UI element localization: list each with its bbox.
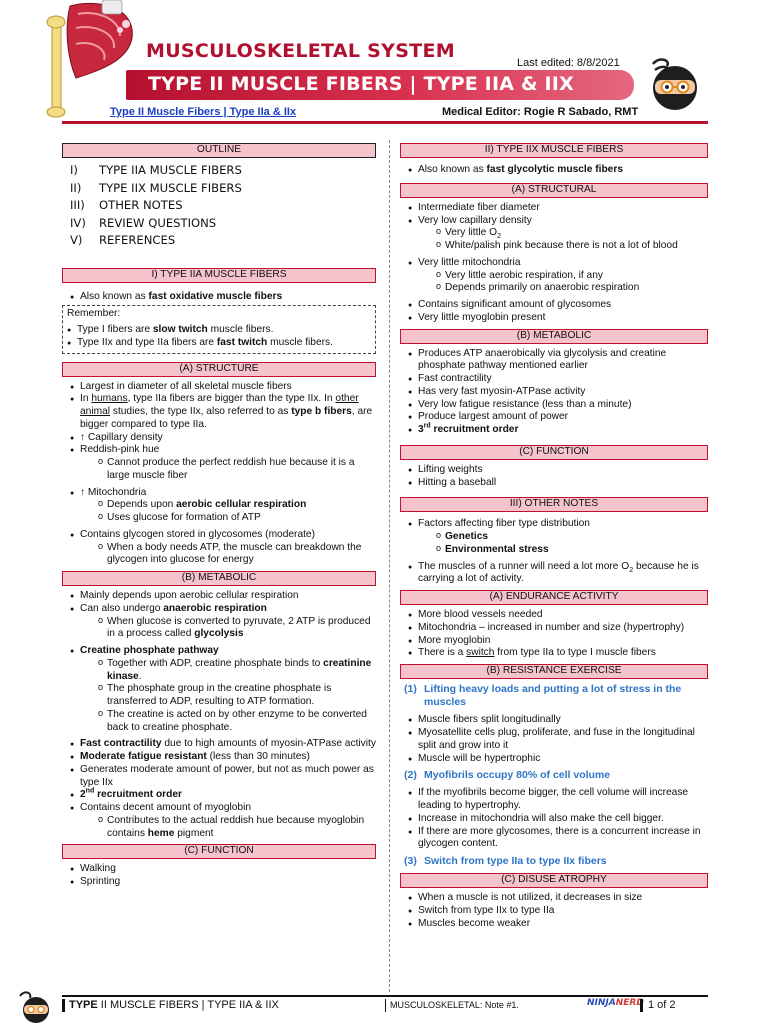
header-divider [62, 121, 708, 124]
outline-item[interactable]: IV) REVIEW QUESTIONS [70, 215, 217, 230]
section-heading-type-iia: I) TYPE IIA MUSCLE FIBERS [62, 268, 376, 283]
resistance-list-1 [400, 714, 708, 765]
subheading-heavy-loads: (1) Lifting heavy loads and putting a lot of stress in the muscles [404, 683, 682, 709]
list-item: ● More myoglobin [408, 635, 708, 648]
page-number: 1 of 2 [640, 999, 676, 1012]
list-item: ● 3rd recruitment order [408, 424, 708, 437]
section-heading-metabolic-iix: (B) METABOLIC [400, 329, 708, 344]
list-item: ● There is a switch from type IIa to type I muscle fibers [408, 647, 708, 660]
sub-list-item: o Cannot produce the perfect reddish hue because it is a large muscle fiber [98, 457, 376, 483]
structure-list [62, 381, 376, 568]
structural-list [400, 202, 708, 325]
sub-list-item: o Depends primarily on anaerobic respiration [436, 282, 708, 295]
sub-list-item: o When a body needs ATP, the muscle can breakdown the glycogen into glucose for energy [98, 542, 376, 568]
list-item: ● 2nd recruitment order [70, 789, 376, 802]
list-item: ● Lifting weights [408, 464, 708, 477]
page-header [0, 0, 768, 130]
list-item: ● If there are more glycosomes, there is a concurrent increase in glycogen content. [408, 826, 708, 852]
outline-item[interactable]: II) TYPE IIX MUSCLE FIBERS [70, 180, 242, 195]
ninja-mascot-icon [14, 990, 54, 1024]
sub-list-item: o Environmental stress [436, 544, 708, 557]
list-item: ● Contains decent amount of myoglobin o Contributes to the actual reddish hue because myoglobin contains heme pigment [70, 802, 376, 840]
outline-item[interactable]: V) REFERENCES [70, 233, 176, 247]
sub-list-item: o Together with ADP, creatine phosphate binds to creatinine kinase. [98, 658, 376, 684]
outline-heading: OUTLINE [62, 143, 376, 158]
right-column [400, 143, 708, 935]
section-heading-structure: (A) STRUCTURE [62, 362, 376, 377]
list-item: ● The muscles of a runner will need a lot more $O_2$ because he is carrying a lot of activity. [408, 561, 708, 587]
section-heading-type-iix: II) TYPE IIX MUSCLE FIBERS [400, 143, 708, 158]
list-item: ● In humans, type IIa fibers are bigger than the type IIx. In other animal studies, the type IIx, also referred to as type b fibers, are bigger compared to type IIa. [70, 393, 376, 431]
section-heading-function: (C) FUNCTION [62, 844, 376, 859]
outline-item[interactable]: III) OTHER NOTES [70, 198, 183, 212]
list-item: ● Creatine phosphate pathway o Together with ADP, creatine phosphate binds to creatinine kinase. o The phosphate group in the creatine phosphate is transferred to ADP, resulting to ATP formation. o The creatine is acted on by other enzyme to be converted back to creatine phosphate. [70, 645, 376, 738]
list-item: ● Muscle fibers split longitudinally [408, 714, 708, 727]
sub-list-item: o White/palish pink because there is not a lot of blood [436, 240, 708, 253]
sub-list-item: o When glucose is converted to pyruvate, 2 ATP is produced in a process called glycolysis [98, 616, 376, 642]
list-item: ● ↑ Capillary density [70, 432, 376, 445]
list-item: ● Produces ATP anaerobically via glycolysis and creatine phosphate pathway mentioned earlier [408, 348, 708, 374]
resistance-list-2 [400, 787, 708, 851]
list-item: ● Very low capillary density o Very little $O_2$ o White/palish pink because there is not a lot of blood [408, 215, 708, 257]
sub-list-item: o Depends upon aerobic cellular respiration [98, 499, 376, 512]
list-item: ● Has very fast myosin-ATPase activity [408, 386, 708, 399]
list-item: ● Fast contractility due to high amounts of myosin-ATPase activity [70, 738, 376, 751]
section-heading-metabolic: (B) METABOLIC [62, 571, 376, 586]
list-item: ● Type I fibers are slow twitch muscle fibers. [67, 324, 371, 337]
endurance-list [400, 609, 708, 660]
section-heading-resistance: (B) RESISTANCE EXERCISE [400, 664, 708, 679]
list-item: ● When a muscle is not utilized, it decreases in size [408, 892, 708, 905]
title-banner [126, 70, 634, 100]
disuse-list [400, 892, 708, 930]
list-item: ● Intermediate fiber diameter [408, 202, 708, 215]
section-heading-other-notes: III) OTHER NOTES [400, 497, 708, 512]
list-item: ● Mainly depends upon aerobic cellular respiration [70, 590, 376, 603]
other-notes-list [400, 518, 708, 586]
list-item: ● Muscle will be hypertrophic [408, 753, 708, 766]
list-item: ● Factors affecting fiber type distribution o Genetics o Environmental stress [408, 518, 708, 560]
sub-list-item: o Contributes to the actual reddish hue because myoglobin contains heme pigment [98, 815, 376, 841]
list-item: ● Very little mitochondria o Very little aerobic respiration, if any o Depends primarily on anaerobic respiration [408, 257, 708, 299]
medical-editor: Medical Editor: Rogie R Sabado, RMT [442, 106, 639, 118]
footer-note: MUSCULOSKELETAL: Note #1. [385, 999, 519, 1012]
section-heading-disuse: (C) DISUSE ATROPHY [400, 873, 708, 888]
muscle-bone-logo [40, 0, 140, 118]
sub-list-item: o Very little aerobic respiration, if any [436, 270, 708, 283]
ninja-mascot-icon [645, 54, 705, 114]
last-edited-date: Last edited: 8/8/2021 [517, 57, 620, 69]
list-item: ● Reddish-pink hue o Cannot produce the perfect reddish hue because it is a large muscle fiber [70, 444, 376, 486]
section-heading-function-iix: (C) FUNCTION [400, 445, 708, 460]
aka-list [400, 164, 708, 177]
outline-item[interactable]: I) TYPE IIA MUSCLE FIBERS [70, 163, 242, 177]
list-item: ● Also known as fast oxidative muscle fibers [70, 291, 376, 304]
list-item: ● Moderate fatigue resistant (less than 30 minutes) [70, 751, 376, 764]
list-item: ● Type IIx and type IIa fibers are fast twitch muscle fibers. [67, 337, 371, 350]
metabolic-iix-list [400, 348, 708, 437]
section-heading-structural: (A) STRUCTURAL [400, 183, 708, 198]
list-item: ● Fast contractility [408, 373, 708, 386]
list-item: ● Very little myoglobin present [408, 312, 708, 325]
sub-list-item: o Uses glucose for formation of ATP [98, 512, 376, 525]
list-item: ● Sprinting [70, 876, 376, 889]
list-item: ● Switch from type IIx to type IIa [408, 905, 708, 918]
list-item: ● Muscles become weaker [408, 918, 708, 931]
breadcrumb-link[interactable]: Type II Muscle Fibers | Type IIa & IIx [110, 106, 297, 118]
list-item: ● Can also undergo anaerobic respiration o When glucose is converted to pyruvate, 2 ATP is produced in a process called glycolysis [70, 603, 376, 645]
list-item: ● Largest in diameter of all skeletal muscle fibers [70, 381, 376, 394]
list-item: ● Myosatellite cells plug, proliferate, and fuse in the longitudinal split and grow into it [408, 727, 708, 753]
column-divider [389, 140, 390, 992]
subheading-myofibrils: (2) Myofibrils occupy 80% of cell volume [404, 769, 611, 782]
sub-list-item: o Genetics [436, 531, 708, 544]
aka-list [62, 291, 376, 304]
list-item: ● Contains significant amount of glycosomes [408, 299, 708, 312]
function-list [62, 863, 376, 889]
list-item: ● Also known as fast glycolytic muscle fibers [408, 164, 708, 177]
list-item: ● Mitochondria – increased in number and size (hypertrophy) [408, 622, 708, 635]
sub-list-item: o The creatine is acted on by other enzyme to be converted back to creatine phosphate. [98, 709, 376, 735]
page-title: TYPE II MUSCLE FIBERS | TYPE IIA & IIX [148, 73, 574, 95]
section-heading-endurance: (A) ENDURANCE ACTIVITY [400, 590, 708, 605]
list-item: ● Hitting a baseball [408, 477, 708, 490]
remember-title: Remember: [67, 308, 121, 320]
list-item: ● Walking [70, 863, 376, 876]
list-item: ● ↑ Mitochondria o Depends upon aerobic cellular respiration o Uses glucose for formation of ATP [70, 487, 376, 529]
function-iix-list [400, 464, 708, 490]
list-item: ● More blood vessels needed [408, 609, 708, 622]
list-item: ● Produce largest amount of power [408, 411, 708, 424]
sub-list-item: o The phosphate group in the creatine phosphate is transferred to ADP, resulting to ATP formation. [98, 683, 376, 709]
outline-list [70, 162, 376, 250]
footer-logo: NINJANERD [587, 998, 644, 1008]
list-item: ● Very low fatigue resistance (less than a minute) [408, 399, 708, 412]
list-item: ● If the myofibrils become bigger, the cell volume will increase leading to hypertrophy. [408, 787, 708, 813]
list-item: ● Contains glycogen stored in glycosomes (moderate) o When a body needs ATP, the muscle can breakdown the glycogen into glucose for energy [70, 529, 376, 567]
footer-title: TYPE II MUSCLE FIBERS | TYPE IIA & IIX [62, 999, 279, 1012]
left-column [62, 143, 376, 893]
remember-box [62, 305, 376, 353]
list-item: ● Generates moderate amount of power, but not as much power as type IIx [70, 764, 376, 790]
list-item: ● Increase in mitochondria will also make the cell bigger. [408, 813, 708, 826]
sub-list-item: o Very little $O_2$ [436, 227, 708, 240]
system-title: MUSCULOSKELETAL SYSTEM [146, 40, 455, 62]
footer-divider [62, 995, 708, 997]
metabolic-list [62, 590, 376, 840]
subheading-switch: (3) Switch from type IIa to type IIx fibers [404, 855, 607, 868]
